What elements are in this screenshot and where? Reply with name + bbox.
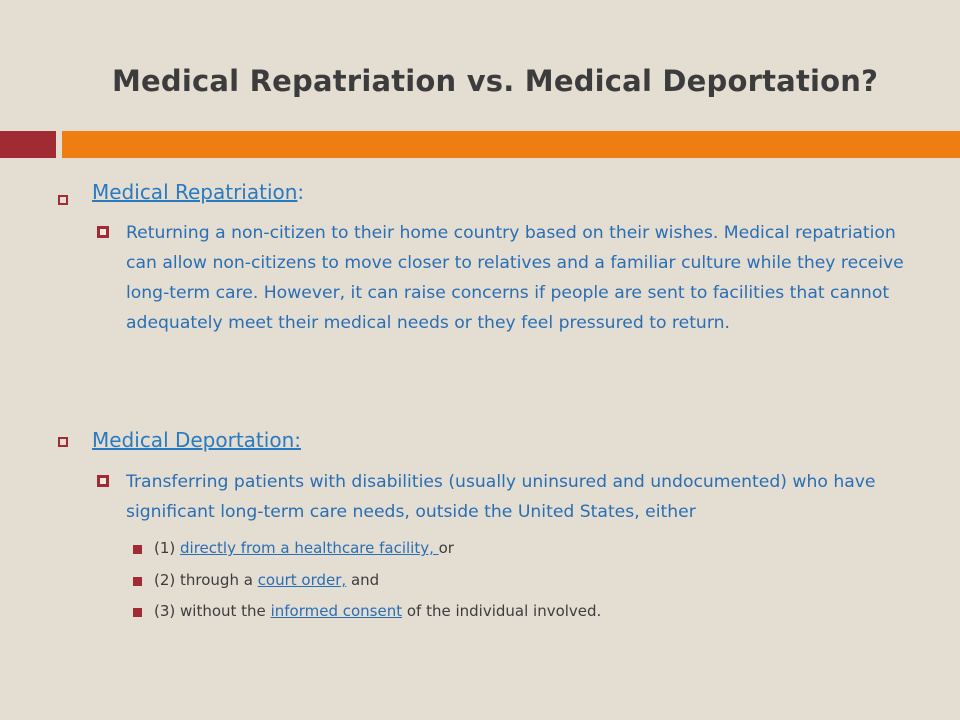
section-bullet-icon — [58, 437, 68, 447]
deportation-link[interactable]: Medical Deportation: — [92, 428, 301, 452]
list-bullet-icon — [133, 577, 142, 586]
list-item-text: of the individual involved. — [402, 602, 602, 620]
title-bar-orange-segment — [62, 131, 960, 158]
list-bullet-icon — [133, 545, 142, 554]
healthcare-facility-link[interactable]: directly from a healthcare facility, — [180, 539, 439, 557]
section-heading-deportation[interactable] — [92, 428, 301, 452]
list-item-text: (1) — [154, 539, 181, 557]
slide-title: Medical Repatriation vs. Medical Deportation? — [112, 64, 879, 98]
list-item-text: or — [438, 539, 454, 557]
list-item — [154, 539, 454, 557]
list-item — [154, 602, 601, 620]
paragraph-bullet-icon — [97, 226, 109, 238]
repatriation-link[interactable]: Medical Repatriation — [92, 180, 298, 204]
deportation-definition: Transferring patients with disabilities (usually uninsured and undocumented) who have significant long-term care needs, outside the United States, either — [126, 472, 876, 522]
section-heading-repatriation[interactable] — [92, 180, 304, 204]
list-item-text: (2) through a — [154, 571, 258, 589]
paragraph-bullet-icon — [97, 475, 109, 487]
section-bullet-icon — [58, 195, 68, 205]
title-bar-red-segment — [0, 131, 56, 158]
list-item-text: (3) without the — [154, 602, 271, 620]
list-item — [154, 571, 379, 589]
heading-colon: : — [297, 180, 305, 204]
court-order-link[interactable]: court order, — [257, 571, 347, 589]
informed-consent-link[interactable]: informed consent — [270, 602, 403, 620]
list-bullet-icon — [133, 608, 142, 617]
list-item-text: and — [346, 571, 380, 589]
repatriation-definition: Returning a non-citizen to their home country based on their wishes. Medical repatriation can allow non-citizens to move closer to relatives and a familiar culture while they receive long-term care. However, it can raise concerns if people are sent to facilities that cannot adequately meet their medical needs or they feel pressured to return. — [126, 223, 904, 333]
